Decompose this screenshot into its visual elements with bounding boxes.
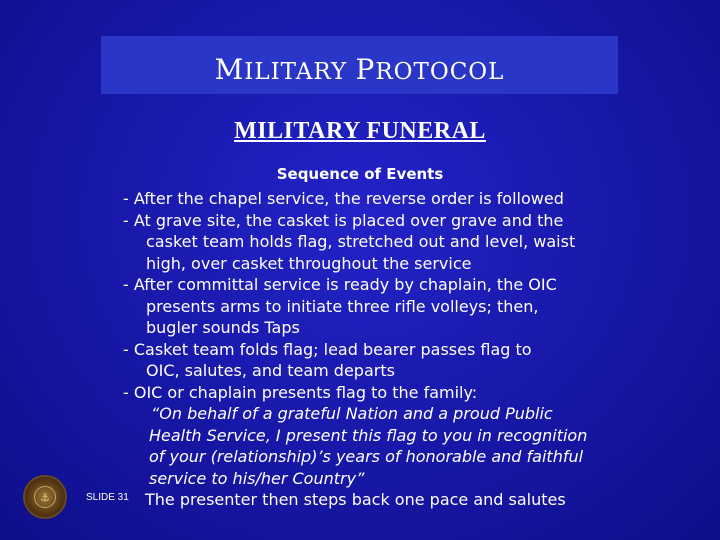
quote-line: “On behalf of a grateful Nation and a proud Public — [151, 404, 553, 423]
list-item — [123, 210, 623, 275]
list-item-line: OIC, salutes, and team departs — [146, 361, 395, 380]
slide-subtitle: MILITARY FUNERAL — [234, 118, 486, 144]
seal-emblem: ⚓ — [34, 486, 56, 508]
list-item-line: - OIC or chaplain presents flag to the family: — [123, 382, 478, 402]
list-item-line: - After the chapel service, the reverse order is followed — [123, 189, 564, 208]
quote-line: service to his/her Country” — [149, 468, 365, 488]
list-item-line: presents arms to initiate three rifle volleys; then, — [146, 296, 539, 316]
list-item — [123, 274, 623, 339]
list-item-line: - After committal service is ready by chaplain, the OIC — [123, 275, 557, 294]
quote-line: Health Service, I present this flag to you in recognition — [149, 425, 588, 445]
quote-line: of your (relationship)’s years of honorable and faithful — [149, 447, 584, 466]
section-heading: Sequence of Events — [276, 165, 444, 183]
closing-line: The presenter then steps back one pace and salutes — [145, 490, 566, 509]
list-item-line: casket team holds flag, stretched out and level, waist — [146, 232, 576, 251]
list-item-line: bugler sounds Taps — [146, 318, 300, 337]
title-rest-protocol: ROTOCOL — [375, 58, 505, 85]
slide-number: SLIDE 31 — [86, 492, 129, 503]
list-item — [123, 382, 623, 404]
title-rest-military: ILITARY — [244, 58, 356, 85]
list-item-line: - Casket team folds flag; lead bearer passes flag to — [123, 339, 532, 359]
title-box — [101, 36, 618, 94]
title-initial-p: P — [355, 52, 376, 86]
title-initial-m: M — [214, 52, 245, 86]
list-item — [123, 339, 623, 382]
list-item — [123, 188, 623, 210]
seal-icon — [25, 477, 65, 517]
slide-title — [215, 53, 505, 86]
list-item-line: - At grave site, the casket is placed over grave and the — [123, 210, 564, 230]
flag-presentation-quote — [123, 403, 623, 489]
bullet-list — [123, 188, 623, 511]
list-item-line: high, over casket throughout the service — [146, 253, 472, 273]
